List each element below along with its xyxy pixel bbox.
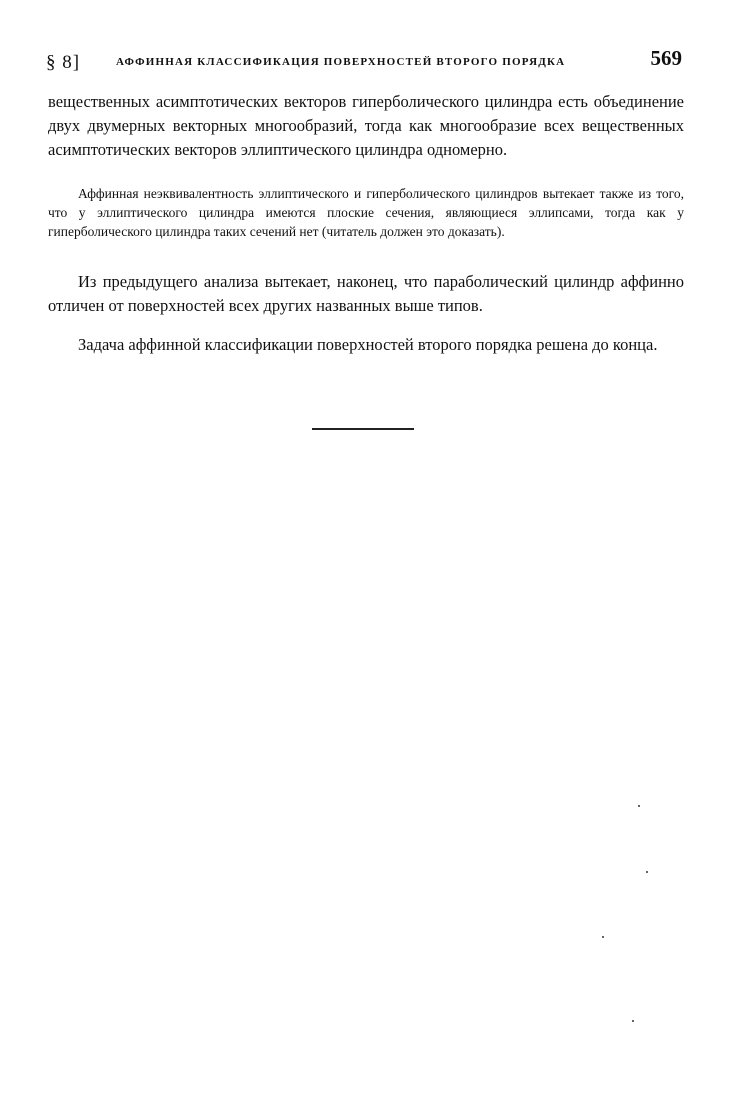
scan-speck [602,936,604,938]
paragraph-final: Задача аффинной классификации поверхностей второго порядка решена до конца. [78,335,658,354]
running-title: АФФИННАЯ КЛАССИФИКАЦИЯ ПОВЕРХНОСТЕЙ ВТОРОГО ПОРЯДКА [116,56,566,68]
scan-speck [646,871,648,873]
section-end-rule [312,428,414,430]
paragraph-conclusion: Из предыдущего анализа вытекает, наконец, что параболический цилиндр аффинно отличен от поверхностей всех других названных выше типов. [48,272,684,315]
remark-paragraph: Аффинная неэквивалентность эллиптического и гиперболического цилиндров вытекает также из того, что у эллиптического цилиндра имеются плоские сечения, являющиеся эллипсами, тогда как у гиперболического цилиндра таких сечений нет (читатель должен это доказать). [48,186,684,239]
page-number: 569 [650,46,682,70]
scan-speck [632,1020,634,1022]
paragraph-continued: вещественных асимптотических векторов гиперболического цилиндра есть объединение двух двумерных векторных многообразий, тогда как многообразие всех вещественных асимптотических векторов эллиптического цилиндра одномерно. [48,92,684,159]
running-header [46,46,686,76]
scan-speck [638,805,640,807]
section-marker: § 8] [46,52,81,73]
